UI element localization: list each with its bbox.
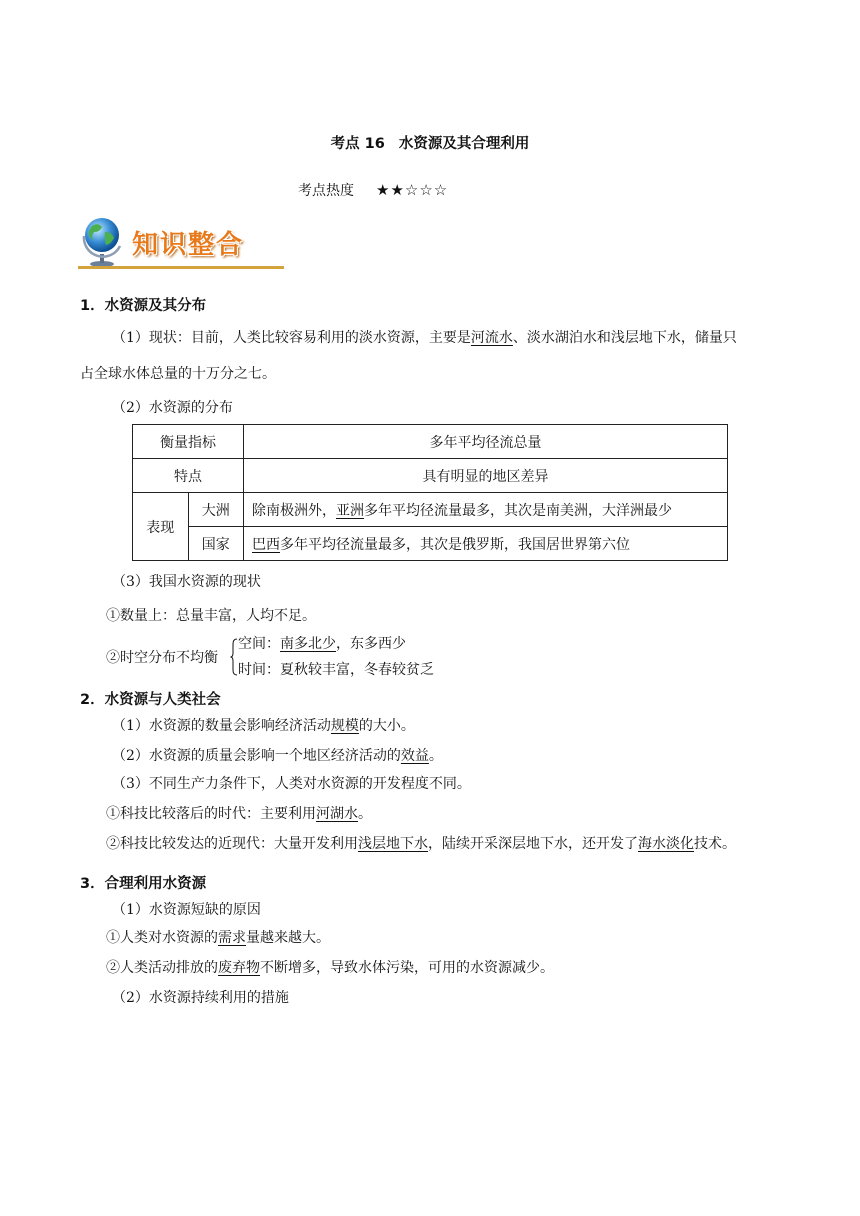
table-row [133, 425, 728, 459]
uneven-label: ②时空分布不均衡 [106, 650, 218, 666]
s2-sub2 [106, 834, 736, 854]
underlined-term: 浅层地下水 [358, 836, 428, 852]
s2-text: ②科技比较发达的近现代：大量开发利用 [106, 836, 358, 852]
underlined-term: 亚洲 [336, 502, 364, 519]
knowledge-banner [78, 212, 286, 272]
s3-item1: （1）水资源短缺的原因 [112, 902, 261, 918]
table-cell-sublabel: 国家 [188, 527, 244, 561]
table-cell-label: 衡量指标 [133, 425, 244, 459]
s2-text: 技术。 [694, 836, 736, 852]
table-cell-value [244, 527, 728, 561]
status-text-cont: 、淡水湖泊水和浅层地下水，储量只 [512, 330, 737, 346]
banner-label: 知识整合 [132, 230, 245, 260]
globe-icon [78, 212, 128, 268]
topic-title: 水资源及其合理利用 [398, 136, 530, 152]
s2-item1 [112, 716, 415, 736]
underlined-term: 南多北少 [280, 636, 336, 652]
cell-text: 多年平均径流量最多，其次是俄罗斯，我国居世界第六位 [280, 536, 630, 553]
quantity-line: ①数量上：总量丰富，人均不足。 [106, 608, 316, 624]
table-row [133, 459, 728, 493]
table-row [133, 493, 728, 527]
section-heading-1: 1．水资源及其分布 [80, 298, 207, 314]
underlined-term: 废弃物 [218, 960, 260, 976]
star-rating: ★★☆☆☆ [376, 181, 449, 199]
heat-label: 考点热度 [298, 183, 354, 199]
distribution-table [132, 424, 728, 561]
table-cell-label: 特点 [133, 459, 244, 493]
space-text: ，东多西少 [336, 636, 406, 652]
table-cell-value: 具有明显的地区差异 [244, 459, 728, 493]
banner-underline [78, 266, 284, 269]
s2-text: ，陆续开采深层地下水，还开发了 [428, 836, 638, 852]
s2-text: （1）水资源的数量会影响经济活动 [112, 718, 331, 734]
paragraph-status [112, 328, 737, 348]
s3-text: ①人类对水资源的 [106, 930, 218, 946]
s2-sub1 [106, 804, 372, 824]
s3-text: ②人类活动排放的 [106, 960, 218, 976]
cell-text: 除南极洲外， [252, 502, 336, 519]
item-distribution: （2）水资源的分布 [112, 400, 233, 416]
s2-item2 [112, 746, 443, 766]
underlined-term: 需求 [218, 930, 246, 946]
section-heading-3: 3．合理利用水资源 [80, 876, 207, 892]
table-row [133, 527, 728, 561]
underlined-term: 河湖水 [316, 806, 358, 822]
underlined-term: 海水淡化 [638, 836, 694, 852]
s2-item3: （3）不同生产力条件下，人类对水资源的开发程度不同。 [112, 776, 471, 792]
time-line: 时间：夏秋较丰富，冬春较贫乏 [238, 662, 434, 678]
s3-sub2 [106, 958, 554, 978]
space-line [238, 634, 406, 654]
paragraph-status-line2: 占全球水体总量的十万分之七。 [80, 366, 276, 382]
table-cell-value [244, 493, 728, 527]
s3-text: 量越来越大。 [246, 930, 330, 946]
section-heading-2: 2．水资源与人类社会 [80, 692, 221, 708]
underlined-term: 规模 [330, 718, 359, 734]
table-cell-sublabel: 大洲 [188, 493, 244, 527]
s3-text: 不断增多，导致水体污染，可用的水资源减少。 [260, 960, 554, 976]
cell-text: 多年平均径流量最多，其次是南美洲，大洋洲最少 [364, 502, 672, 519]
s2-text: 。 [428, 748, 443, 764]
underlined-term: 河流水 [470, 330, 513, 346]
s2-text: ①科技比较落后的时代：主要利用 [106, 806, 316, 822]
underlined-term: 效益 [400, 748, 429, 764]
heat-rating [298, 180, 448, 200]
s3-sub1 [106, 928, 330, 948]
table-cell-value: 多年平均径流总量 [244, 425, 728, 459]
s2-text: 。 [358, 806, 372, 822]
s3-item2: （2）水资源持续利用的措施 [112, 990, 289, 1006]
space-label: 空间： [238, 636, 280, 652]
page-title [0, 132, 860, 153]
exam-point-number: 考点 16 [330, 136, 385, 152]
s2-text: 的大小。 [358, 718, 415, 734]
s2-text: （2）水资源的质量会影响一个地区经济活动的 [112, 748, 401, 764]
item-china-status: （3）我国水资源的现状 [112, 574, 261, 590]
table-cell-label: 表现 [133, 493, 189, 561]
underlined-term: 巴西 [252, 536, 280, 553]
brace-symbol [230, 638, 238, 676]
status-text: （1）现状：目前，人类比较容易利用的淡水资源，主要是 [112, 330, 471, 346]
